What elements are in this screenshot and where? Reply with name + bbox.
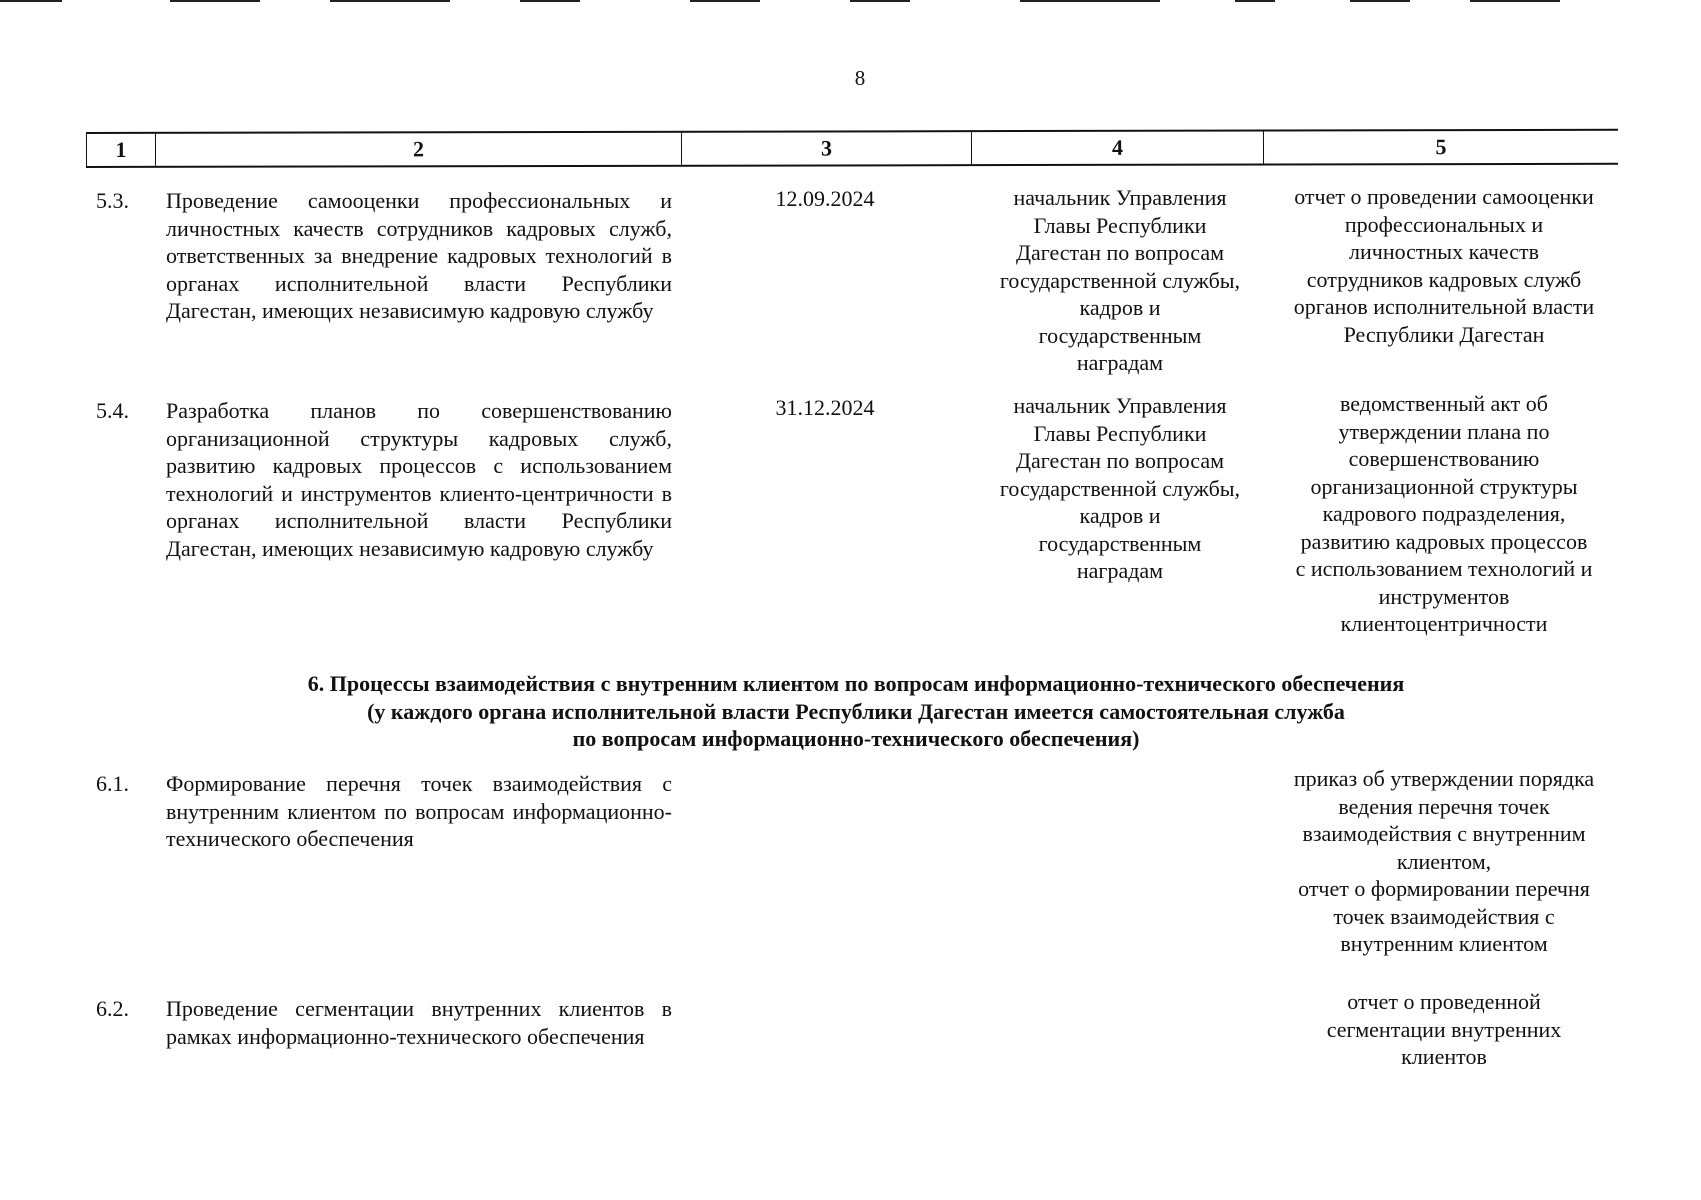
header-col-4: 4 [972,132,1264,165]
row-number: 6.1. [96,771,129,796]
row-description: Формирование перечня точек взаимодействия с внутренним клиентом по вопросам информационно-технического обеспечения [166,771,672,851]
row-date: 31.12.2024 [775,395,875,420]
result-line: приказ об утверждении порядка [1293,766,1595,791]
responsible-line: кадров и [1079,295,1161,320]
row-number: 5.3. [96,188,129,213]
row-date: 12.09.2024 [775,186,875,211]
row-number: 5.4. [96,398,129,423]
row-description: Проведение сегментации внутренних клиентов в рамках информационно-технического обеспечения [166,996,672,1049]
section-title [196,670,1516,753]
row-number: 6.2. [96,996,129,1021]
result-line: точек взаимодействия с [1333,903,1555,929]
responsible-line: начальник Управления [1013,185,1227,210]
header-col-1: 1 [86,134,156,166]
section-title-line: 6. Процессы взаимодействия с внутренним клиентом по вопросам информационно-технического обеспечения [307,671,1405,696]
responsible-line: Дагестан по вопросам [1015,448,1225,473]
result-line: совершенствованию [1348,446,1540,471]
result-line: взаимодействия с внутренним [1302,821,1586,846]
result-line: клиентоцентричности [1340,611,1548,636]
result-line: отчет о проведенной [1347,989,1541,1014]
result-line: сегментации внутренних [1326,1016,1562,1042]
row-description: Проведение самооценки профессиональных и личностных качеств сотрудников кадровых служб, ответственных за внедрение кадровых технологий в органах исполнительной власти Республики Дагестан, имеющих независимую кадровую службу [166,188,672,323]
scan-top-marks [0,0,1701,4]
result-line: ведения перечня точек [1338,793,1550,819]
header-col-5: 5 [1435,134,1447,160]
responsible-line: государственной службы, [999,267,1241,293]
responsible-line: государственным [1038,322,1202,348]
page-number: 8 [854,66,866,90]
result-line: Республики Дагестан [1343,321,1545,347]
result-line: с использованием технологий и [1295,556,1593,581]
section-title-line: по вопросам информационно-технического обеспечения) [572,726,1140,751]
row-result [1268,765,1620,958]
responsible-line: Дагестан по вопросам [1015,240,1225,265]
responsible-line: наградам [1076,558,1164,583]
result-line: внутренним клиентом [1340,931,1548,956]
result-line: ведомственный акт об [1340,391,1548,416]
result-line: отчет о формировании перечня [1298,876,1590,901]
result-line: развитию кадровых процессов [1300,528,1588,554]
result-line: клиентов [1401,1044,1487,1069]
responsible-line: начальник Управления [1013,393,1227,418]
row-result [1268,988,1620,1071]
result-line: личностных качеств [1349,239,1539,264]
row-responsible [970,184,1270,377]
responsible-line: наградам [1076,350,1164,375]
row-result [1268,183,1620,348]
row-result [1268,390,1620,638]
result-line: профессиональных и [1344,211,1544,237]
result-line: органов исполнительной власти [1293,294,1595,319]
result-line: организационной структуры [1310,473,1578,499]
result-line: кадрового подразделения, [1322,501,1566,526]
responsible-line: кадров и [1079,503,1161,528]
result-line: отчет о проведении самооценки [1294,184,1594,209]
result-line: утверждении плана по [1338,418,1550,444]
table-header [86,129,1618,168]
header-col-3: 3 [682,132,972,165]
row-responsible [970,392,1270,585]
responsible-line: Главы Республики [1033,420,1207,446]
result-line: клиентом, [1396,848,1492,874]
responsible-line: Главы Республики [1033,212,1207,238]
responsible-line: государственной службы, [999,475,1241,501]
section-title-line: (у каждого органа исполнительной власти Республики Дагестан имеется самостоятельная служба [367,698,1345,724]
responsible-line: государственным [1038,530,1202,556]
result-line: сотрудников кадровых служб [1306,266,1582,292]
result-line: инструментов [1378,583,1510,609]
row-description: Разработка планов по совершенствованию организационной структуры кадровых служб, развитию кадровых процессов с использованием технологий и инструментов клиенто-центричности в органах исполнительной власти Республики Дагестан, имеющих независимую кадровую службу [166,398,672,561]
header-col-2: 2 [156,133,682,166]
